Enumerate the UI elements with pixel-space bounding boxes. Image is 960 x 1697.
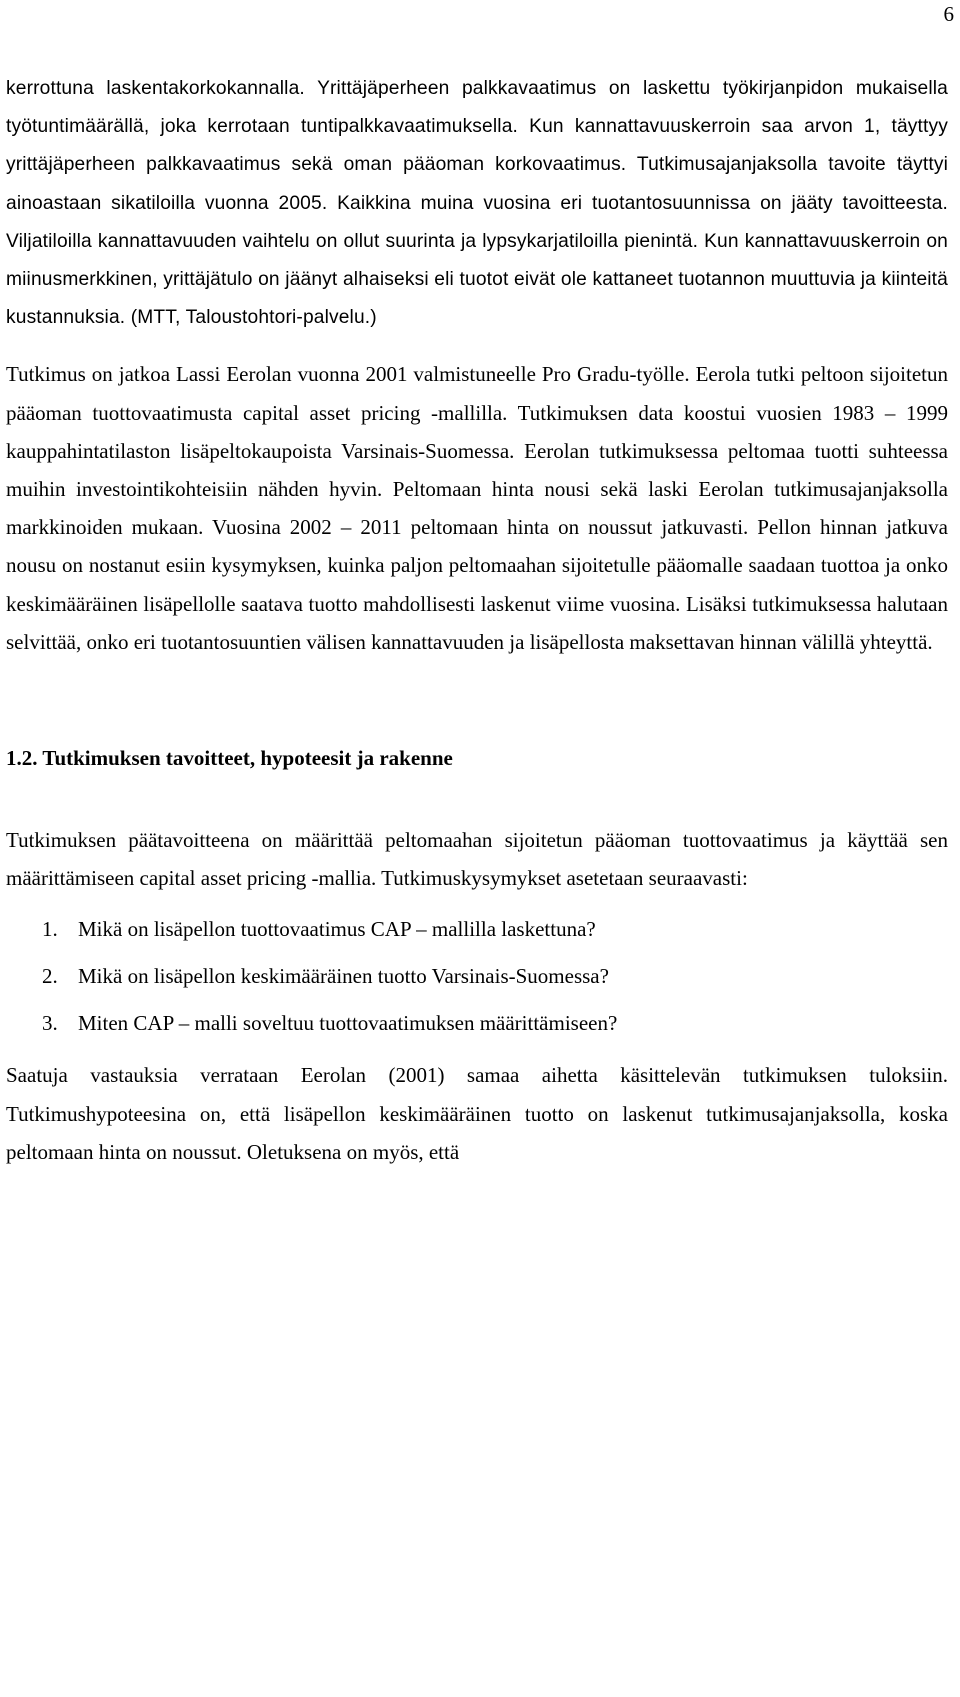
paragraph-profitability: kerrottuna laskentakorkokannalla. Yrittäjäperheen palkkavaatimus on laskettu työkirjanpidon mukaisella työtuntimäärällä, joka kerrotaan tuntipalkkavaatimuksella. Kun kannattavuuskerroin saa arvon 1, täyttyy yrittäjäperheen palkkavaatimus sekä oman pääoman korkovaatimus. Tutkimusajanjaksolla tavoite täyttyi ainoastaan sikatiloilla vuonna 2005. Kaikkina muina vuosina eri tuotantosuunnissa on jääty tavoitteesta. Viljatiloilla kannattavuuden vaihtelu on ollut suurinta ja lypsykarjatiloilla pienintä. Kun kannattavuuskerroin on miinusmerkkinen, yrittäjätulo on jäänyt alhaiseksi eli tuotot eivät ole kattaneet tuotannon muuttuvia ja kiinteitä kustannuksia. (MTT, Taloustohtori-palvelu.): [6, 78, 948, 329]
list-item-text: Mikä on lisäpellon keskimääräinen tuotto Varsinais-Suomessa?: [78, 964, 609, 989]
list-item-text: Mikä on lisäpellon tuottovaatimus CAP – mallilla laskettuna?: [78, 917, 596, 942]
list-item: [6, 915, 948, 943]
list-item-number: 2.: [42, 964, 58, 989]
list-item: [6, 962, 948, 990]
section-heading: 1.2. Tutkimuksen tavoitteet, hypoteesit ja rakenne: [6, 746, 453, 771]
list-item: [6, 1009, 948, 1037]
page-number: 6: [943, 2, 954, 26]
list-item-text: Miten CAP – malli soveltuu tuottovaatimuksen määrittämiseen?: [78, 1011, 618, 1036]
paragraph-hypothesis: Saatuja vastauksia verrataan Eerolan (2001) samaa aihetta käsittelevän tutkimuksen tuloksiin. Tutkimushypoteesina on, että lisäpellon keskimääräinen tuotto on laskenut tutkimusajanjaksolla, koska peltomaan hinta on noussut. Oletuksena on myös, että: [6, 1063, 948, 1164]
research-questions-list: [6, 915, 948, 1037]
list-item-number: 1.: [42, 917, 58, 942]
document-body: [6, 70, 948, 1171]
paragraph-continuation-of-eerola: Tutkimus on jatkoa Lassi Eerolan vuonna 2001 valmistuneelle Pro Gradu-työlle. Eerola tutki peltoon sijoitetun pääoman tuottovaatimusta capital asset pricing -mallilla. Tutkimuksen data koostui vuosien 1983 – 1999 kauppahintatilaston lisäpeltokaupoista Varsinais-Suomessa. Eerolan tutkimuksessa peltomaa tuotti suhteessa muihin investointikohteisiin nähden hyvin. Peltomaan hinta nousi sekä laski Eerolan tutkimusajanjaksolla markkinoiden mukaan. Vuosina 2002 – 2011 peltomaan hinta on noussut jatkuvasti. Pellon hinnan jatkuva nousu on nostanut esiin kysymyksen, kuinka paljon peltomaahan sijoitetulle pääomalle saadaan tuottoa ja onko keskimääräinen lisäpellolle saatava tuotto mahdollisesti laskenut viime vuosina. Lisäksi tutkimuksessa halutaan selvittää, onko eri tuotantosuuntien välisen kannattavuuden ja lisäpellosta maksettavan hinnan välillä yhteyttä.: [6, 362, 948, 654]
list-item-number: 3.: [42, 1011, 58, 1036]
paragraph-main-objective: Tutkimuksen päätavoitteena on määrittää peltomaahan sijoitetun pääoman tuottovaatimus ja käyttää sen määrittämiseen capital asset pricing -mallia. Tutkimuskysymykset asetetaan seuraavasti:: [6, 828, 948, 891]
